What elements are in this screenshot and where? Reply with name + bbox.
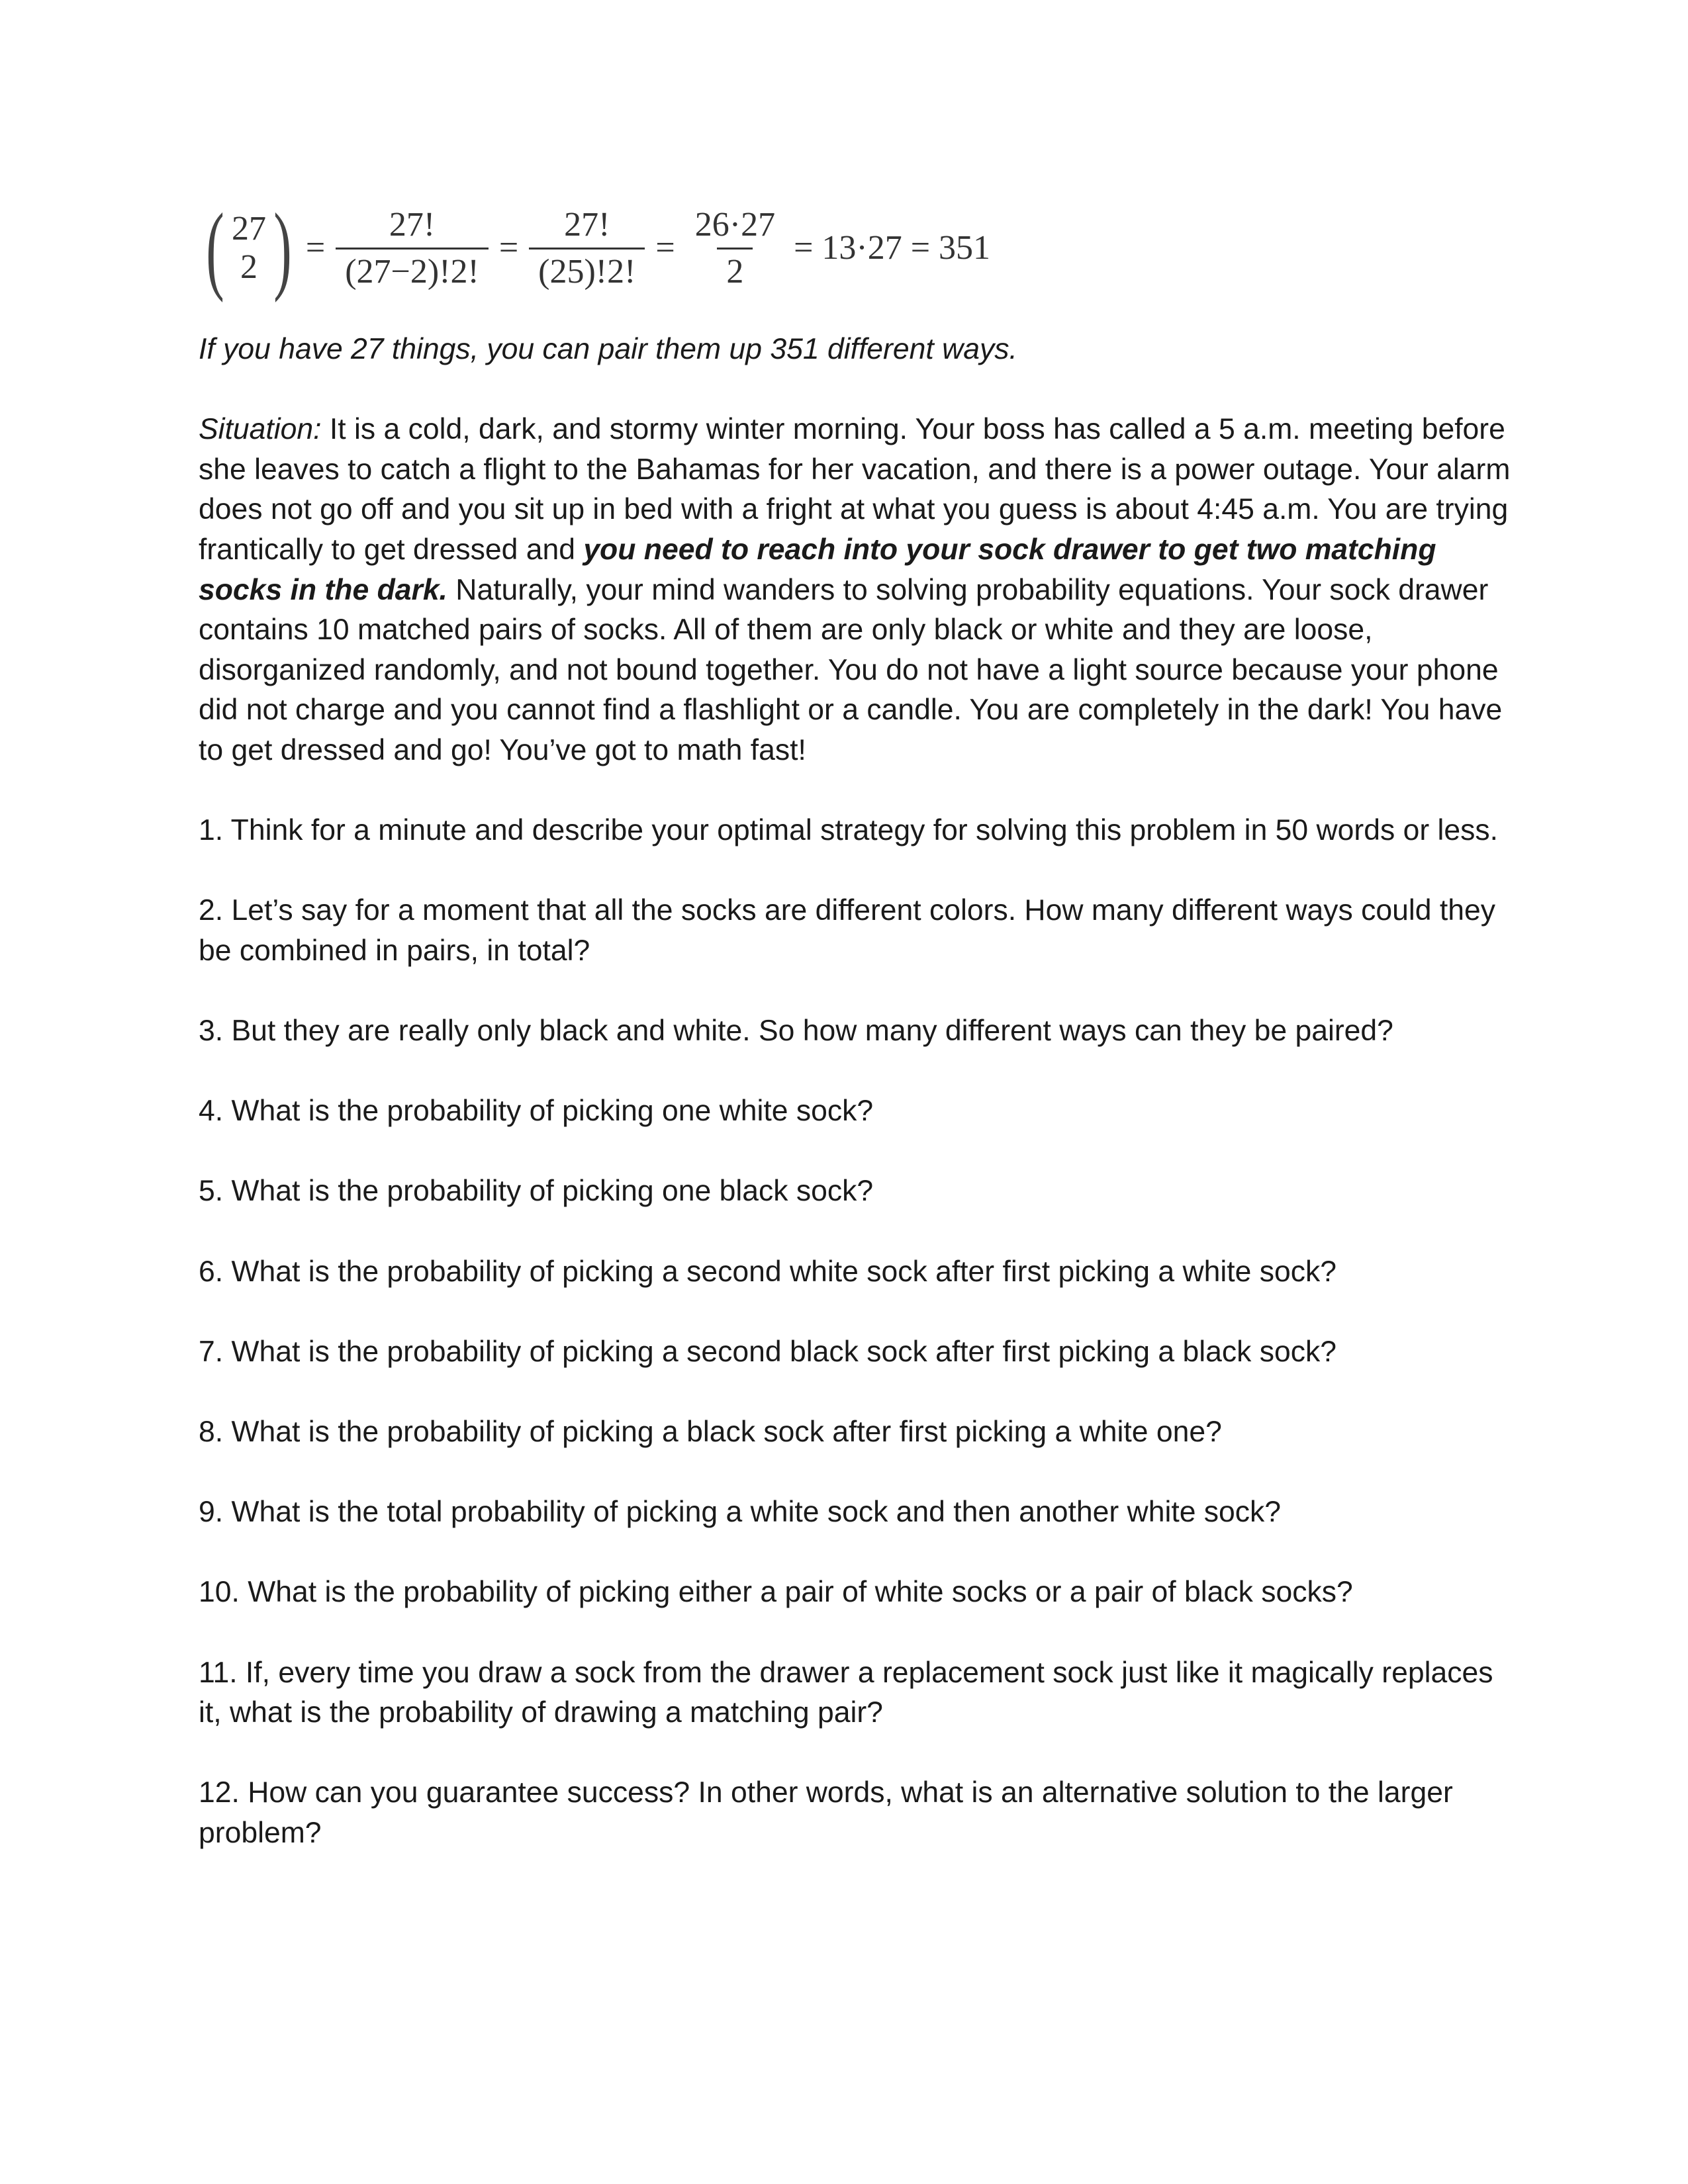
question-item: 1. Think for a minute and describe your optimal strategy for solving this problem in 50 words or less.	[199, 814, 1499, 847]
fraction-2-numerator: 27!	[564, 205, 610, 244]
question-item: 5. What is the probability of picking one black sock?	[199, 1175, 874, 1208]
question-item: 7. What is the probability of picking a second black sock after first picking a black sock?	[199, 1335, 1337, 1368]
equals-sign: =	[305, 228, 326, 267]
question-item: 9. What is the total probability of picking a white sock and then another white sock?	[199, 1496, 1282, 1529]
situation-emphasis: you need to reach into your sock drawer to get two matching socks in the dark.	[199, 533, 1436, 606]
question-item: 11. If, every time you draw a sock from the drawer a replacement sock just like it magically replaces it, what is the probability of drawing a matching pair?	[199, 1656, 1493, 1729]
fraction-3-denominator: 2	[717, 248, 753, 291]
intro-sentence: If you have 27 things, you can pair them up 351 different ways.	[199, 333, 1017, 365]
situation-paragraph	[199, 410, 1516, 770]
document-body	[199, 192, 1516, 1893]
fraction-1	[336, 206, 489, 291]
question-item: 2. Let’s say for a moment that all the socks are different colors. How many different ways could they be combined in pairs, in total?	[199, 894, 1495, 967]
equals-sign: =	[655, 228, 675, 267]
situation-text-before: It is a cold, dark, and stormy winter morning. Your boss has called a 5 a.m. meeting before she leaves to catch a flight to the Bahamas for her vacation, and there is a power outage. Your alarm does not go off and you sit up in bed with a fright at what you guess is about 4:45 a.m. You are trying frantically to get dressed and	[199, 413, 1511, 566]
fraction-3-numerator: 26·27	[694, 205, 776, 244]
binom-top: 27	[231, 210, 266, 248]
question-item: 8. What is the probability of picking a black sock after first picking a white one?	[199, 1416, 1222, 1449]
formula-result: = 13·27 = 351	[794, 228, 991, 267]
binomial-formula	[199, 192, 1516, 304]
fraction-2-denominator: (25)!2!	[529, 248, 645, 291]
right-paren: )	[273, 193, 292, 303]
question-item: 10. What is the probability of picking either a pair of white socks or a pair of black socks?	[199, 1576, 1353, 1609]
question-item: 12. How can you guarantee success? In other words, what is an alternative solution to the larger problem?	[199, 1776, 1453, 1849]
fraction-2	[529, 206, 645, 291]
situation-text-after: Naturally, your mind wanders to solving probability equations. Your sock drawer contains 10 matched pairs of socks. All of them are only black or white and they are loose, disorganized randomly, and not bound together. You do not have a light source because your phone did not charge and you cannot find a flashlight or a candle. You are completely in the dark! You have to get dressed and go! You’ve got to math fast!	[199, 573, 1503, 766]
question-item: 6. What is the probability of picking a second white sock after first picking a white sock?	[199, 1255, 1337, 1288]
situation-label: Situation:	[199, 413, 322, 446]
question-list	[199, 811, 1516, 1853]
question-item: 3. But they are really only black and white. So how many different ways can they be paired?	[199, 1015, 1393, 1048]
binom-bottom: 2	[240, 248, 258, 286]
fraction-1-numerator: 27!	[389, 205, 436, 244]
left-paren: (	[206, 193, 224, 303]
binomial-coefficient	[199, 193, 299, 303]
fraction-1-denominator: (27−2)!2!	[336, 248, 489, 291]
fraction-3	[686, 206, 784, 291]
equals-sign: =	[498, 228, 519, 267]
question-item: 4. What is the probability of picking one white sock?	[199, 1095, 874, 1128]
